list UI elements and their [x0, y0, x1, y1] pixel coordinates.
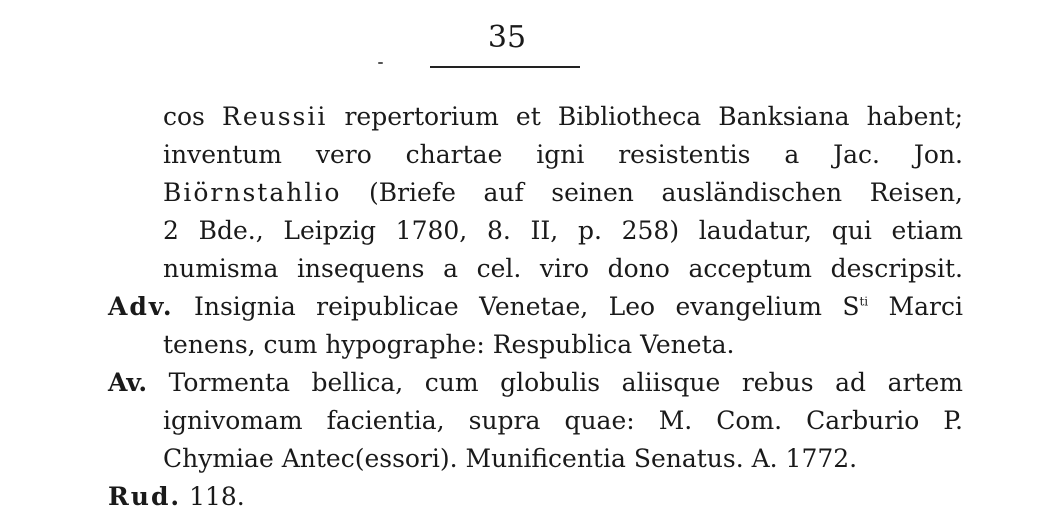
author-name: Biörnstahlio [163, 178, 342, 207]
entry-label: Adv. [108, 292, 174, 321]
text-line: Chymiae Antec(essori). Munificentia Senatus. A. 1772. [163, 444, 858, 473]
text-line: cos Reussii repertorium et Bibliotheca Banksiana habent; [163, 102, 963, 131]
text-line: Adv. Insignia reipublicae Venetae, Leo evangelium $S^{ti}$ Marci [108, 292, 963, 321]
text-line: Av. Tormenta bellica, cum globulis aliisque rebus ad artem [108, 368, 963, 397]
text-line: Biörnstahlio (Briefe auf seinen ausländischen Reisen, [163, 178, 963, 207]
superscript: ti [859, 294, 869, 309]
print-speck [378, 62, 383, 64]
text-line: 2 Bde., Leipzig 1780, 8. II, p. 258) laudatur, qui etiam [163, 216, 963, 245]
text-line: Rud. 118. [108, 482, 245, 511]
text-line: tenens, cum hypographe: Respublica Veneta. [163, 330, 735, 359]
page-number: 35 [487, 20, 527, 55]
text-line: inventum vero chartae igni resistentis a Jac. Jon. [163, 140, 963, 169]
entry-label: Rud. [108, 482, 182, 511]
author-name: Reussii [222, 102, 328, 131]
header-rule [430, 66, 580, 68]
text-line: numisma insequens a cel. viro dono acceptum descripsit. [163, 254, 963, 283]
text-line: ignivomam facientia, supra quae: M. Com. Carburio P. [163, 406, 963, 435]
entry-label: Av. [108, 368, 148, 397]
